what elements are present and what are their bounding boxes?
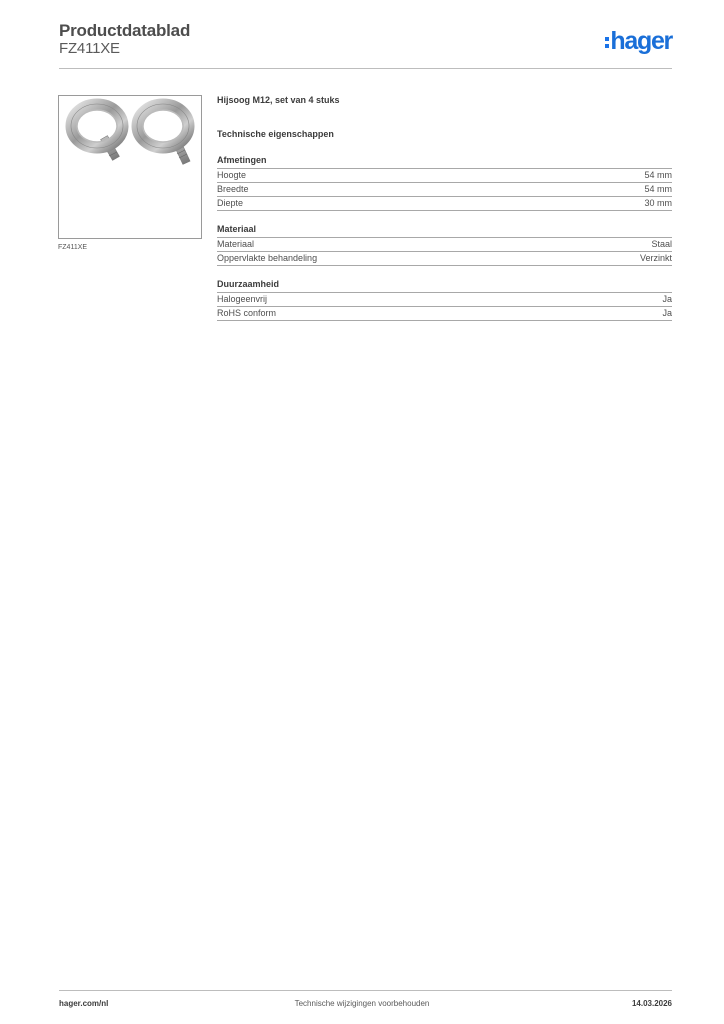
spec-value: 54 mm [644, 170, 672, 180]
group-materiaal [217, 224, 672, 266]
spec-row [217, 183, 672, 197]
logo-dots-icon [605, 37, 609, 48]
spec-value: 54 mm [644, 184, 672, 194]
image-caption: FZ411XE [58, 244, 88, 251]
group-title: Duurzaamheid [217, 279, 672, 293]
footer-website-link[interactable]: hager.com/nl [59, 999, 109, 1008]
spec-label: Breedte [217, 184, 249, 194]
spec-row [217, 238, 672, 252]
eye-bolt-icon [59, 96, 201, 238]
spec-label: Halogeenvrij [217, 294, 268, 304]
spec-value: Ja [662, 294, 672, 304]
footer-notice: Technische wijzigingen voorbehouden [294, 999, 430, 1008]
group-title: Materiaal [217, 224, 672, 238]
properties-heading: Technische eigenschappen [217, 129, 334, 139]
spec-value: Verzinkt [639, 253, 672, 263]
group-afmetingen [217, 155, 672, 211]
page-title: Productdatablad [59, 21, 191, 40]
spec-label: Oppervlakte behandeling [217, 253, 318, 263]
footer-date: 14.03.2026 [631, 999, 672, 1008]
spec-label: RoHS conform [217, 308, 277, 318]
spec-label: Hoogte [217, 170, 247, 180]
spec-row [217, 197, 672, 211]
hager-logo[interactable] [605, 28, 672, 54]
logo-text: hager [610, 27, 672, 55]
group-duurzaamheid [217, 279, 672, 321]
spec-row [217, 252, 672, 266]
spec-label: Materiaal [217, 239, 255, 249]
spec-value: Ja [662, 308, 672, 318]
specification-panel [217, 95, 672, 321]
product-description: Hijsoog M12, set van 4 stuks [217, 95, 340, 105]
footer-divider [59, 990, 672, 991]
product-code: FZ411XE [59, 40, 120, 57]
spec-label: Diepte [217, 198, 244, 208]
header-divider [59, 68, 672, 69]
spec-row [217, 307, 672, 321]
spec-row [217, 169, 672, 183]
spec-value: 30 mm [644, 198, 672, 208]
spec-value: Staal [651, 239, 672, 249]
spec-row [217, 293, 672, 307]
group-title: Afmetingen [217, 155, 672, 169]
product-image [58, 95, 202, 239]
